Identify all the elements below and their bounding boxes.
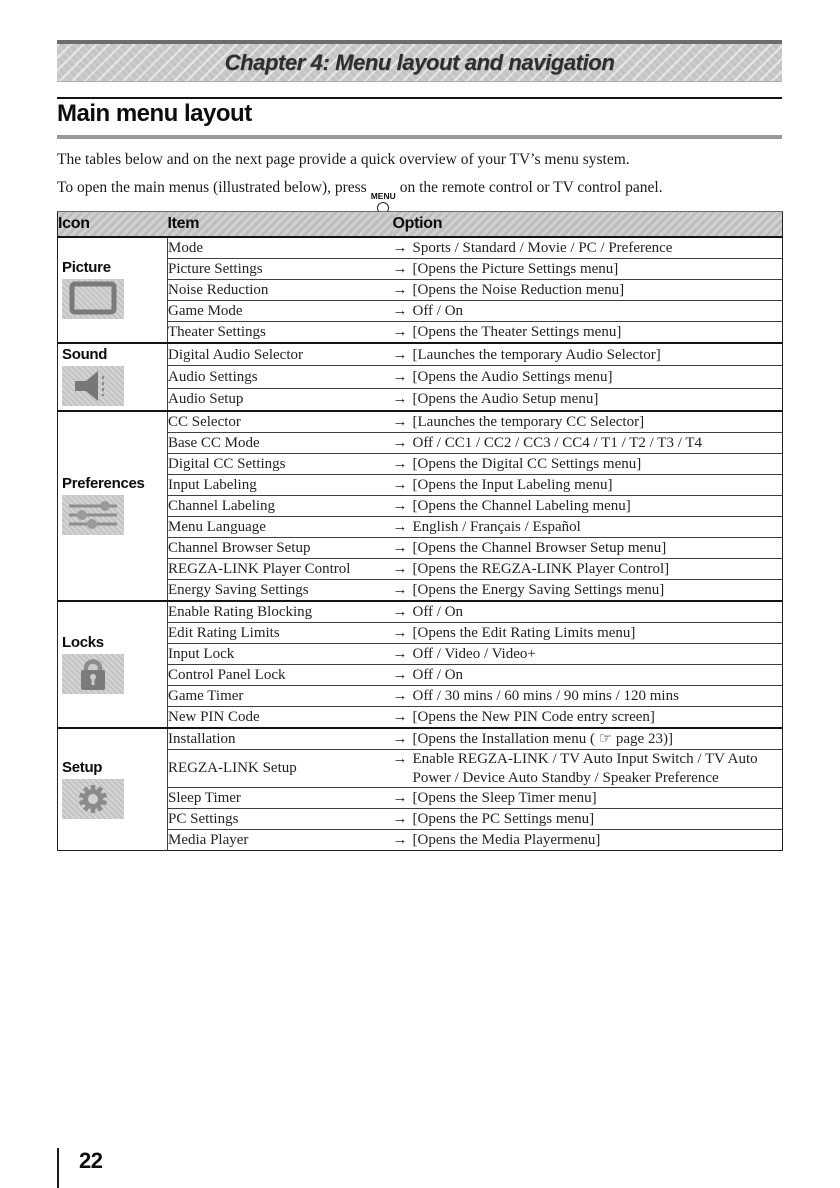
padlock-icon: [62, 654, 124, 694]
option-cell: → [Launches the temporary Audio Selector]: [393, 343, 783, 366]
option-cell: → [Opens the Installation menu ( ☞ page 23)]: [393, 728, 783, 750]
picture-icon: [62, 279, 124, 319]
heading-rule-top: [57, 97, 782, 99]
arrow-icon: →: [392, 604, 408, 620]
arrow-icon: →: [392, 646, 408, 662]
item-cell: Theater Settings: [168, 322, 393, 344]
col-header-icon: Icon: [58, 212, 168, 238]
option-cell: → [Opens the Channel Labeling menu]: [393, 496, 783, 517]
group-label-locks: Locks: [62, 633, 104, 651]
option-cell: → [Opens the Audio Setup menu]: [393, 388, 783, 411]
arrow-icon: →: [392, 369, 408, 385]
option-cell: → Sports / Standard / Movie / PC / Preference: [393, 237, 783, 259]
item-cell: Noise Reduction: [168, 280, 393, 301]
page-number: 22: [79, 1148, 103, 1173]
arrow-icon: →: [392, 709, 408, 725]
intro-line-2-before: To open the main menus (illustrated below), press: [57, 179, 367, 196]
item-cell: REGZA-LINK Player Control: [168, 559, 393, 580]
item-cell: Audio Setup: [168, 388, 393, 411]
arrow-icon: →: [392, 435, 408, 451]
item-cell: Base CC Mode: [168, 433, 393, 454]
option-cell: → Off / CC1 / CC2 / CC3 / CC4 / T1 / T2 / T3 / T4: [393, 433, 783, 454]
arrow-icon: →: [392, 582, 408, 598]
option-cell: → Off / On: [393, 665, 783, 686]
item-cell: Digital Audio Selector: [168, 343, 393, 366]
arrow-icon: →: [392, 498, 408, 514]
speaker-icon: [62, 366, 124, 406]
item-cell: Installation: [168, 728, 393, 750]
group-cell-locks: [58, 601, 168, 728]
item-cell: Input Labeling: [168, 475, 393, 496]
item-cell: Game Mode: [168, 301, 393, 322]
group-cell-picture: [58, 237, 168, 343]
arrow-icon: →: [392, 477, 408, 493]
item-cell: Audio Settings: [168, 366, 393, 388]
item-cell: Edit Rating Limits: [168, 623, 393, 644]
option-cell: → Off / On: [393, 301, 783, 322]
arrow-icon: →: [392, 261, 408, 277]
arrow-icon: →: [392, 240, 408, 256]
arrow-icon: →: [392, 731, 408, 747]
table-header-row: [58, 212, 783, 238]
group-label-setup: Setup: [62, 758, 103, 776]
group-label-picture: Picture: [62, 259, 111, 276]
arrow-icon: →: [392, 456, 408, 472]
arrow-icon: →: [392, 324, 408, 340]
page-title: Main menu layout: [57, 100, 252, 127]
table-row: [58, 728, 783, 750]
arrow-icon: →: [392, 667, 408, 683]
arrow-icon: →: [392, 540, 408, 556]
option-cell: → [Opens the Input Labeling menu]: [393, 475, 783, 496]
option-cell: → [Launches the temporary CC Selector]: [393, 411, 783, 433]
item-cell: Picture Settings: [168, 259, 393, 280]
option-cell: → [Opens the Energy Saving Settings menu]: [393, 580, 783, 602]
item-cell: Mode: [168, 237, 393, 259]
intro-line-2-after: on the remote control or TV control panel.: [399, 179, 663, 196]
arrow-icon: →: [392, 832, 408, 848]
item-cell: Menu Language: [168, 517, 393, 538]
item-cell: Enable Rating Blocking: [168, 601, 393, 623]
arrow-icon: →: [392, 688, 408, 704]
item-cell: Energy Saving Settings: [168, 580, 393, 602]
item-cell: Game Timer: [168, 686, 393, 707]
menu-button-label: MENU: [370, 191, 396, 201]
item-cell: CC Selector: [168, 411, 393, 433]
page-number-bar: [57, 1148, 59, 1188]
arrow-icon: →: [392, 519, 408, 535]
col-header-option: Option: [393, 212, 783, 238]
menu-table: [57, 211, 783, 851]
intro-line-2: [57, 179, 663, 214]
chapter-title: Chapter 4: Menu layout and navigation: [224, 49, 615, 75]
group-label-sound: Sound: [62, 346, 108, 363]
item-cell: Digital CC Settings: [168, 454, 393, 475]
group-cell-setup: [58, 728, 168, 851]
option-cell: → [Opens the Noise Reduction menu]: [393, 280, 783, 301]
group-label-preferences: Preferences: [62, 475, 145, 492]
option-cell: → Off / Video / Video+: [393, 644, 783, 665]
heading-rule-bottom: [57, 135, 782, 139]
option-cell: → [Opens the Digital CC Settings menu]: [393, 454, 783, 475]
arrow-icon: →: [392, 391, 408, 408]
chapter-banner: [57, 40, 782, 82]
item-cell: Sleep Timer: [168, 788, 393, 809]
item-cell: Media Player: [168, 830, 393, 851]
sliders-icon: [62, 495, 124, 535]
item-cell: PC Settings: [168, 809, 393, 830]
item-cell: Control Panel Lock: [168, 665, 393, 686]
arrow-icon: →: [392, 790, 408, 806]
arrow-icon: →: [392, 561, 408, 577]
arrow-icon: →: [392, 751, 408, 767]
intro-line-1: The tables below and on the next page provide a quick overview of your TV’s menu system.: [57, 151, 630, 168]
col-header-item: Item: [168, 212, 393, 238]
gear-icon: [62, 779, 124, 819]
option-cell: → [Opens the Media Playermenu]: [393, 830, 783, 851]
option-cell: → [Opens the PC Settings menu]: [393, 809, 783, 830]
item-cell: Input Lock: [168, 644, 393, 665]
arrow-icon: →: [392, 414, 408, 430]
option-cell: → [Opens the New PIN Code entry screen]: [393, 707, 783, 729]
option-cell: → [Opens the Audio Settings menu]: [393, 366, 783, 388]
table-row: [58, 237, 783, 259]
item-cell: Channel Browser Setup: [168, 538, 393, 559]
option-cell: → [Opens the Sleep Timer menu]: [393, 788, 783, 809]
group-cell-sound: [58, 343, 168, 411]
option-cell: → [Opens the Channel Browser Setup menu]: [393, 538, 783, 559]
arrow-icon: →: [392, 282, 408, 298]
option-cell: → Enable REGZA-LINK / TV Auto Input Switch / TV Auto Power / Device Auto Standby / Speaker Preference: [393, 750, 783, 788]
option-cell: → English / Français / Español: [393, 517, 783, 538]
item-cell: Channel Labeling: [168, 496, 393, 517]
item-cell: New PIN Code: [168, 707, 393, 729]
table-row: [58, 343, 783, 366]
table-row: [58, 411, 783, 433]
option-cell: → Off / On: [393, 601, 783, 623]
arrow-icon: →: [392, 811, 408, 827]
option-cell: → [Opens the Theater Settings menu]: [393, 322, 783, 344]
option-cell: → [Opens the Picture Settings menu]: [393, 259, 783, 280]
item-cell: REGZA-LINK Setup: [168, 750, 393, 788]
option-cell: → Off / 30 mins / 60 mins / 90 mins / 120 mins: [393, 686, 783, 707]
option-cell: → [Opens the Edit Rating Limits menu]: [393, 623, 783, 644]
table-row: [58, 601, 783, 623]
arrow-icon: →: [392, 346, 408, 363]
arrow-icon: →: [392, 303, 408, 319]
arrow-icon: →: [392, 625, 408, 641]
group-cell-preferences: [58, 411, 168, 601]
option-cell: → [Opens the REGZA-LINK Player Control]: [393, 559, 783, 580]
